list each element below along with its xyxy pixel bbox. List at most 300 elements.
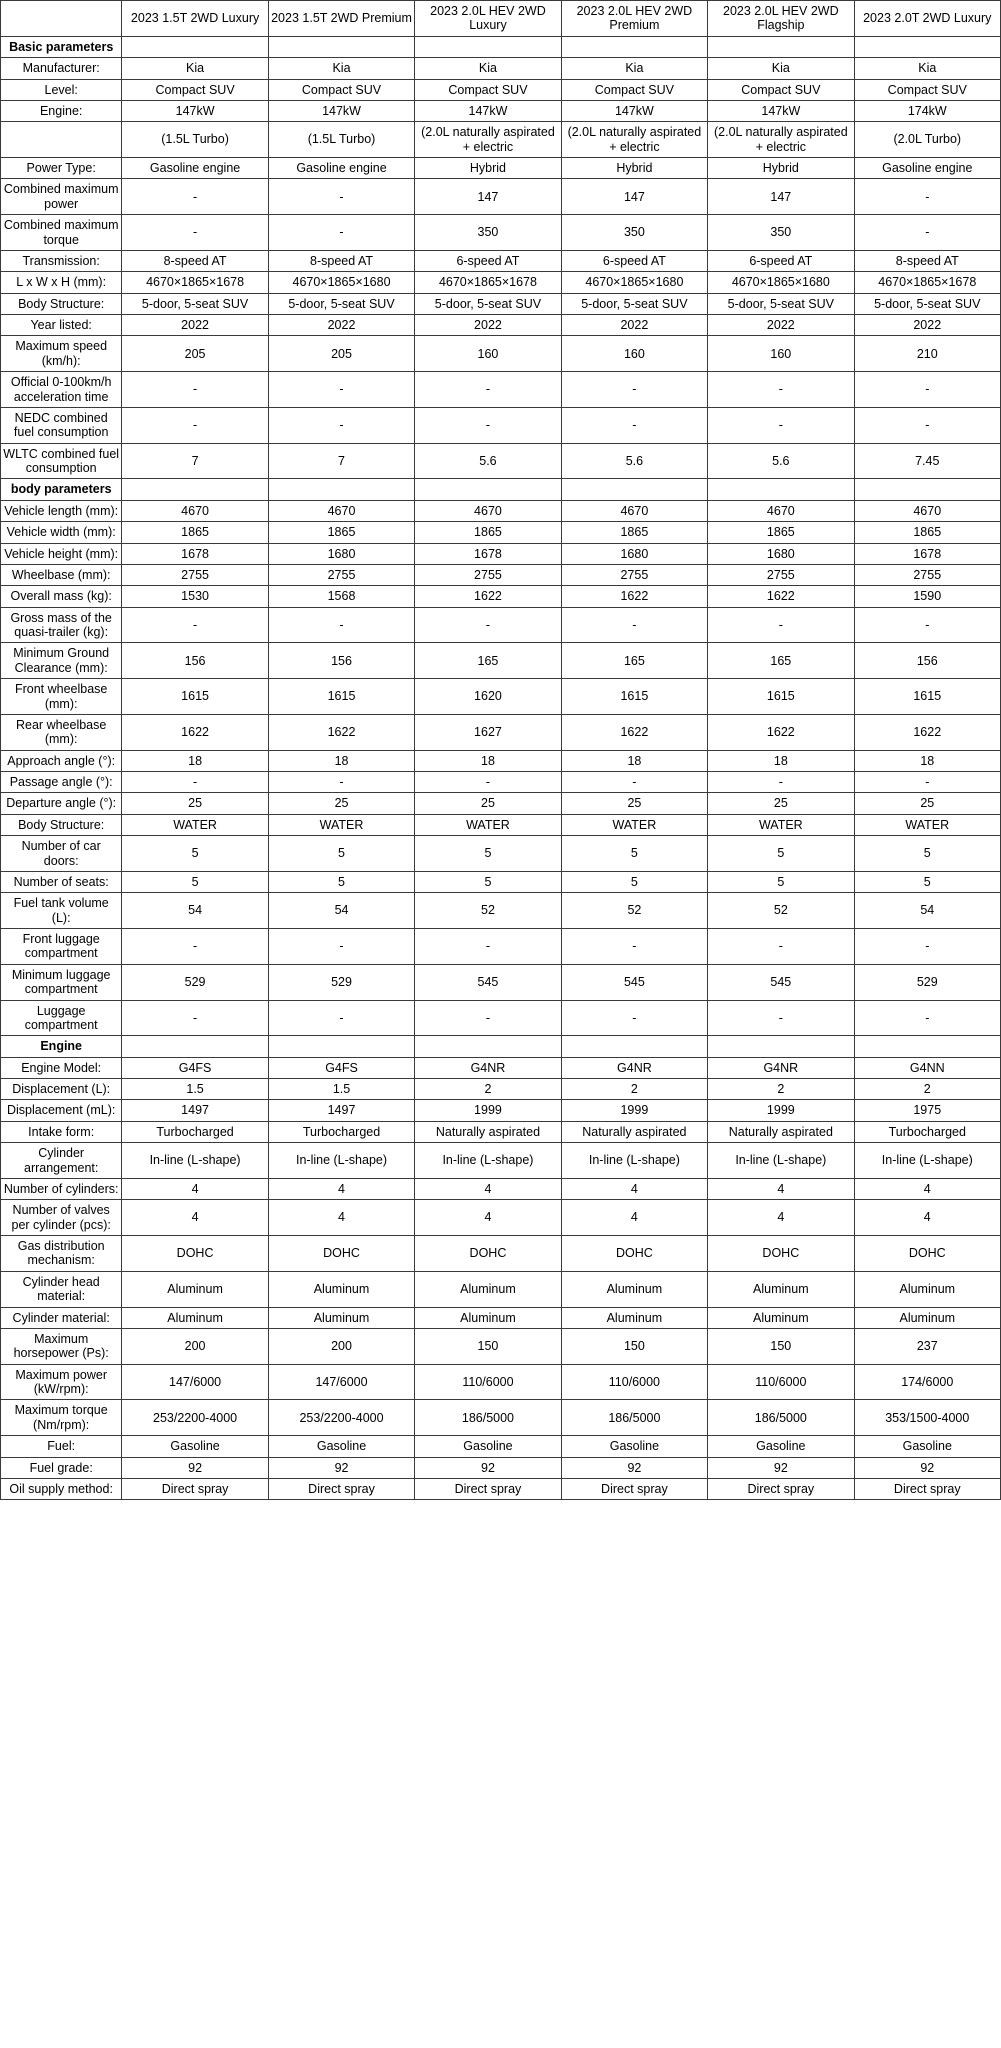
table-row — [1, 1457, 1001, 1478]
section-spacer-cell — [122, 1036, 268, 1057]
table-row — [1, 543, 1001, 564]
row-label: Official 0-100km/h acceleration time — [1, 372, 122, 408]
table-cell: 5 — [561, 871, 707, 892]
table-cell: 4 — [268, 1178, 414, 1199]
table-cell: - — [708, 607, 854, 643]
table-cell: 4670 — [561, 500, 707, 521]
table-cell: 7 — [122, 443, 268, 479]
table-cell: 1622 — [708, 586, 854, 607]
section-header-row — [1, 1036, 1001, 1057]
table-cell: 4670×1865×1678 — [415, 272, 561, 293]
column-header: 2023 2.0L HEV 2WD Premium — [561, 1, 707, 37]
table-cell: Direct spray — [854, 1478, 1000, 1499]
table-cell: 186/5000 — [415, 1400, 561, 1436]
table-cell: Aluminum — [708, 1271, 854, 1307]
table-cell: 2022 — [708, 315, 854, 336]
table-cell: - — [415, 372, 561, 408]
table-cell: 529 — [854, 964, 1000, 1000]
section-title: body parameters — [1, 479, 122, 500]
table-row — [1, 1057, 1001, 1078]
table-cell: - — [268, 772, 414, 793]
table-cell: - — [561, 1000, 707, 1036]
row-label: L x W x H (mm): — [1, 272, 122, 293]
table-cell: - — [122, 1000, 268, 1036]
table-cell: Aluminum — [268, 1271, 414, 1307]
table-cell: - — [708, 772, 854, 793]
table-cell: (1.5L Turbo) — [268, 122, 414, 158]
table-cell: DOHC — [122, 1236, 268, 1272]
table-cell: 1865 — [415, 522, 561, 543]
table-cell: Hybrid — [708, 158, 854, 179]
table-cell: Aluminum — [561, 1271, 707, 1307]
table-cell: 1622 — [708, 714, 854, 750]
table-cell: 1999 — [708, 1100, 854, 1121]
table-cell: 237 — [854, 1328, 1000, 1364]
table-cell: 54 — [854, 893, 1000, 929]
column-header: 2023 1.5T 2WD Premium — [268, 1, 414, 37]
table-row — [1, 679, 1001, 715]
table-cell: 2 — [854, 1079, 1000, 1100]
table-cell: - — [122, 607, 268, 643]
table-cell: 1680 — [561, 543, 707, 564]
table-cell: G4NR — [708, 1057, 854, 1078]
table-cell: 147kW — [268, 100, 414, 121]
table-cell: - — [854, 1000, 1000, 1036]
table-cell: WATER — [268, 814, 414, 835]
table-cell: 1865 — [708, 522, 854, 543]
table-cell: - — [854, 179, 1000, 215]
table-row — [1, 179, 1001, 215]
table-cell: DOHC — [854, 1236, 1000, 1272]
row-label: Intake form: — [1, 1121, 122, 1142]
table-cell: Turbocharged — [268, 1121, 414, 1142]
table-cell: - — [122, 929, 268, 965]
table-row — [1, 250, 1001, 271]
table-cell: 18 — [415, 750, 561, 771]
table-cell: Gasoline engine — [122, 158, 268, 179]
table-cell: Turbocharged — [122, 1121, 268, 1142]
table-cell: 18 — [122, 750, 268, 771]
table-row — [1, 1478, 1001, 1499]
table-cell: 147/6000 — [122, 1364, 268, 1400]
table-cell: Aluminum — [561, 1307, 707, 1328]
column-header: 2023 2.0T 2WD Luxury — [854, 1, 1000, 37]
table-cell: Direct spray — [561, 1478, 707, 1499]
table-cell: 25 — [122, 793, 268, 814]
table-cell: (2.0L naturally aspirated + electric — [415, 122, 561, 158]
table-cell: 5-door, 5-seat SUV — [708, 293, 854, 314]
table-row — [1, 1236, 1001, 1272]
table-row — [1, 215, 1001, 251]
table-cell: 2755 — [268, 564, 414, 585]
row-label: Approach angle (°): — [1, 750, 122, 771]
row-label: Gross mass of the quasi-trailer (kg): — [1, 607, 122, 643]
table-cell: - — [268, 607, 414, 643]
table-cell: - — [708, 372, 854, 408]
section-spacer-cell — [561, 479, 707, 500]
table-cell: 110/6000 — [415, 1364, 561, 1400]
table-cell: - — [122, 407, 268, 443]
table-cell: Kia — [268, 58, 414, 79]
table-row — [1, 58, 1001, 79]
table-row — [1, 964, 1001, 1000]
section-header-row — [1, 479, 1001, 500]
row-label: Number of seats: — [1, 871, 122, 892]
table-cell: - — [415, 772, 561, 793]
table-row — [1, 1000, 1001, 1036]
table-cell: G4FS — [122, 1057, 268, 1078]
row-label: Fuel grade: — [1, 1457, 122, 1478]
table-cell: 92 — [708, 1457, 854, 1478]
table-row — [1, 893, 1001, 929]
table-cell: 5.6 — [708, 443, 854, 479]
table-row — [1, 522, 1001, 543]
table-cell: 1678 — [415, 543, 561, 564]
table-cell: - — [415, 929, 561, 965]
table-cell: Aluminum — [415, 1307, 561, 1328]
row-label: Power Type: — [1, 158, 122, 179]
table-cell: 2022 — [122, 315, 268, 336]
table-cell: - — [268, 407, 414, 443]
table-cell: In-line (L-shape) — [854, 1143, 1000, 1179]
row-label: Displacement (mL): — [1, 1100, 122, 1121]
table-cell: 5-door, 5-seat SUV — [415, 293, 561, 314]
table-cell: 110/6000 — [561, 1364, 707, 1400]
row-label: Number of car doors: — [1, 836, 122, 872]
table-cell: 4 — [854, 1200, 1000, 1236]
table-cell: 1680 — [708, 543, 854, 564]
row-label: Gas distribution mechanism: — [1, 1236, 122, 1272]
table-cell: 1627 — [415, 714, 561, 750]
table-cell: - — [122, 772, 268, 793]
row-label: Minimum Ground Clearance (mm): — [1, 643, 122, 679]
table-cell: - — [854, 607, 1000, 643]
table-row — [1, 1143, 1001, 1179]
table-cell: 1999 — [561, 1100, 707, 1121]
table-cell: 1865 — [854, 522, 1000, 543]
table-cell: (1.5L Turbo) — [122, 122, 268, 158]
row-label: Vehicle length (mm): — [1, 500, 122, 521]
table-cell: 147 — [415, 179, 561, 215]
table-cell: 5 — [415, 871, 561, 892]
table-cell: 156 — [854, 643, 1000, 679]
table-cell: 205 — [268, 336, 414, 372]
table-cell: Naturally aspirated — [561, 1121, 707, 1142]
row-label: NEDC combined fuel consumption — [1, 407, 122, 443]
table-cell: 174kW — [854, 100, 1000, 121]
table-cell: Gasoline — [268, 1436, 414, 1457]
table-row — [1, 929, 1001, 965]
table-cell: 52 — [415, 893, 561, 929]
section-spacer-cell — [415, 1036, 561, 1057]
table-cell: Aluminum — [122, 1271, 268, 1307]
table-cell: 1497 — [268, 1100, 414, 1121]
table-cell: - — [708, 929, 854, 965]
table-cell: 1865 — [122, 522, 268, 543]
table-cell: 1615 — [268, 679, 414, 715]
table-cell: 5 — [854, 871, 1000, 892]
table-cell: 92 — [415, 1457, 561, 1478]
row-label: Engine Model: — [1, 1057, 122, 1078]
table-corner-cell — [1, 1, 122, 37]
table-cell: 529 — [268, 964, 414, 1000]
row-label: Luggage compartment — [1, 1000, 122, 1036]
column-header: 2023 2.0L HEV 2WD Flagship — [708, 1, 854, 37]
table-cell: 1680 — [268, 543, 414, 564]
table-cell: 2 — [415, 1079, 561, 1100]
table-cell: 4 — [122, 1178, 268, 1199]
table-cell: - — [854, 372, 1000, 408]
section-title: Basic parameters — [1, 36, 122, 57]
table-cell: 210 — [854, 336, 1000, 372]
table-cell: Kia — [854, 58, 1000, 79]
table-cell: 545 — [708, 964, 854, 1000]
section-spacer-cell — [708, 479, 854, 500]
table-cell: 353/1500-4000 — [854, 1400, 1000, 1436]
table-cell: 52 — [561, 893, 707, 929]
table-cell: 156 — [268, 643, 414, 679]
table-cell: - — [122, 215, 268, 251]
table-row — [1, 1178, 1001, 1199]
table-cell: 5 — [561, 836, 707, 872]
table-cell: DOHC — [561, 1236, 707, 1272]
table-cell: 8-speed AT — [268, 250, 414, 271]
table-row — [1, 607, 1001, 643]
table-cell: Hybrid — [415, 158, 561, 179]
table-cell: 1.5 — [268, 1079, 414, 1100]
table-cell: 4 — [122, 1200, 268, 1236]
table-row — [1, 336, 1001, 372]
table-cell: 5-door, 5-seat SUV — [854, 293, 1000, 314]
table-cell: Direct spray — [122, 1478, 268, 1499]
table-cell: 4670 — [122, 500, 268, 521]
table-cell: - — [854, 929, 1000, 965]
table-cell: Aluminum — [415, 1271, 561, 1307]
section-spacer-cell — [561, 1036, 707, 1057]
table-cell: WATER — [561, 814, 707, 835]
table-cell: 4670×1865×1680 — [561, 272, 707, 293]
row-label: Engine: — [1, 100, 122, 121]
table-cell: 4 — [708, 1178, 854, 1199]
table-cell: 92 — [122, 1457, 268, 1478]
table-cell: - — [561, 772, 707, 793]
table-cell: In-line (L-shape) — [415, 1143, 561, 1179]
table-cell: 25 — [268, 793, 414, 814]
table-cell: (2.0L Turbo) — [854, 122, 1000, 158]
table-cell: 1530 — [122, 586, 268, 607]
table-cell: DOHC — [268, 1236, 414, 1272]
table-row — [1, 443, 1001, 479]
table-cell: 92 — [561, 1457, 707, 1478]
table-row — [1, 293, 1001, 314]
table-cell: - — [268, 179, 414, 215]
row-label: Level: — [1, 79, 122, 100]
table-cell: 1622 — [415, 586, 561, 607]
table-cell: 5-door, 5-seat SUV — [561, 293, 707, 314]
table-cell: 1497 — [122, 1100, 268, 1121]
table-cell: 5 — [268, 836, 414, 872]
table-cell: 186/5000 — [708, 1400, 854, 1436]
table-cell: 18 — [708, 750, 854, 771]
section-spacer-cell — [268, 479, 414, 500]
table-cell: Compact SUV — [561, 79, 707, 100]
table-cell: 4670 — [708, 500, 854, 521]
table-cell: Kia — [122, 58, 268, 79]
table-cell: 350 — [561, 215, 707, 251]
table-cell: 2755 — [415, 564, 561, 585]
row-label: Wheelbase (mm): — [1, 564, 122, 585]
row-label: Vehicle height (mm): — [1, 543, 122, 564]
table-cell: 54 — [268, 893, 414, 929]
table-cell: Naturally aspirated — [415, 1121, 561, 1142]
table-cell: 4670×1865×1680 — [708, 272, 854, 293]
table-cell: 4670 — [854, 500, 1000, 521]
table-cell: 1.5 — [122, 1079, 268, 1100]
section-spacer-cell — [415, 479, 561, 500]
section-spacer-cell — [415, 36, 561, 57]
table-cell: 1622 — [122, 714, 268, 750]
table-cell: 1568 — [268, 586, 414, 607]
table-cell: 1622 — [561, 586, 707, 607]
table-cell: 150 — [561, 1328, 707, 1364]
table-row — [1, 407, 1001, 443]
table-cell: 200 — [268, 1328, 414, 1364]
table-row — [1, 158, 1001, 179]
table-cell: Aluminum — [708, 1307, 854, 1328]
table-cell: 2022 — [854, 315, 1000, 336]
table-cell: Gasoline — [854, 1436, 1000, 1457]
row-label: Transmission: — [1, 250, 122, 271]
table-cell: Compact SUV — [708, 79, 854, 100]
table-cell: 1975 — [854, 1100, 1000, 1121]
table-cell: 4 — [415, 1178, 561, 1199]
section-header-row — [1, 36, 1001, 57]
table-cell: In-line (L-shape) — [122, 1143, 268, 1179]
table-cell: (2.0L naturally aspirated + electric — [561, 122, 707, 158]
row-label: Fuel: — [1, 1436, 122, 1457]
table-cell: 147kW — [122, 100, 268, 121]
table-row — [1, 79, 1001, 100]
row-label — [1, 122, 122, 158]
table-cell: - — [854, 407, 1000, 443]
table-cell: - — [561, 929, 707, 965]
table-row — [1, 1121, 1001, 1142]
table-cell: Kia — [415, 58, 561, 79]
table-cell: WATER — [854, 814, 1000, 835]
table-cell: G4NR — [561, 1057, 707, 1078]
table-cell: 2 — [561, 1079, 707, 1100]
table-cell: 156 — [122, 643, 268, 679]
table-cell: 1615 — [708, 679, 854, 715]
table-cell: 7.45 — [854, 443, 1000, 479]
table-cell: 147kW — [415, 100, 561, 121]
table-cell: 147 — [708, 179, 854, 215]
row-label: Manufacturer: — [1, 58, 122, 79]
table-cell: 253/2200-4000 — [268, 1400, 414, 1436]
row-label: Maximum torque (Nm/rpm): — [1, 1400, 122, 1436]
table-row — [1, 272, 1001, 293]
table-cell: Direct spray — [708, 1478, 854, 1499]
table-cell: WATER — [415, 814, 561, 835]
table-cell: 54 — [122, 893, 268, 929]
row-label: Minimum luggage compartment — [1, 964, 122, 1000]
table-cell: 25 — [561, 793, 707, 814]
table-header-row — [1, 1, 1001, 37]
table-cell: 529 — [122, 964, 268, 1000]
table-cell: 6-speed AT — [708, 250, 854, 271]
table-row — [1, 814, 1001, 835]
table-row — [1, 772, 1001, 793]
table-row — [1, 1307, 1001, 1328]
row-label: Passage angle (°): — [1, 772, 122, 793]
row-label: Maximum speed (km/h): — [1, 336, 122, 372]
table-cell: 350 — [708, 215, 854, 251]
table-cell: (2.0L naturally aspirated + electric — [708, 122, 854, 158]
table-cell: - — [708, 407, 854, 443]
table-cell: 6-speed AT — [561, 250, 707, 271]
table-cell: Compact SUV — [854, 79, 1000, 100]
table-cell: 205 — [122, 336, 268, 372]
table-row — [1, 1436, 1001, 1457]
table-cell: 147/6000 — [268, 1364, 414, 1400]
table-cell: WATER — [708, 814, 854, 835]
table-row — [1, 564, 1001, 585]
table-row — [1, 372, 1001, 408]
table-cell: 2022 — [561, 315, 707, 336]
table-cell: Aluminum — [854, 1271, 1000, 1307]
table-cell: 5-door, 5-seat SUV — [122, 293, 268, 314]
table-cell: 545 — [415, 964, 561, 1000]
table-cell: 4 — [854, 1178, 1000, 1199]
table-cell: 5 — [268, 871, 414, 892]
row-label: Body Structure: — [1, 814, 122, 835]
table-cell: Aluminum — [854, 1307, 1000, 1328]
table-cell: Direct spray — [415, 1478, 561, 1499]
table-row — [1, 871, 1001, 892]
table-cell: 2755 — [561, 564, 707, 585]
table-cell: 147kW — [561, 100, 707, 121]
table-cell: 160 — [415, 336, 561, 372]
table-cell: 1615 — [561, 679, 707, 715]
table-cell: 1678 — [854, 543, 1000, 564]
row-label: Combined maximum power — [1, 179, 122, 215]
table-cell: WATER — [122, 814, 268, 835]
table-cell: 1590 — [854, 586, 1000, 607]
table-cell: 5 — [122, 871, 268, 892]
table-row — [1, 586, 1001, 607]
table-cell: 18 — [854, 750, 1000, 771]
table-row — [1, 1364, 1001, 1400]
table-cell: In-line (L-shape) — [268, 1143, 414, 1179]
table-cell: 165 — [708, 643, 854, 679]
table-cell: - — [854, 772, 1000, 793]
table-cell: G4NN — [854, 1057, 1000, 1078]
table-cell: Direct spray — [268, 1478, 414, 1499]
table-cell: 7 — [268, 443, 414, 479]
table-cell: 1865 — [268, 522, 414, 543]
table-cell: 2755 — [122, 564, 268, 585]
table-cell: 350 — [415, 215, 561, 251]
table-cell: - — [561, 407, 707, 443]
table-cell: 92 — [854, 1457, 1000, 1478]
table-cell: - — [268, 1000, 414, 1036]
table-cell: 1865 — [561, 522, 707, 543]
table-cell: 8-speed AT — [122, 250, 268, 271]
table-cell: 160 — [708, 336, 854, 372]
table-cell: Aluminum — [268, 1307, 414, 1328]
row-label: Displacement (L): — [1, 1079, 122, 1100]
table-cell: 200 — [122, 1328, 268, 1364]
